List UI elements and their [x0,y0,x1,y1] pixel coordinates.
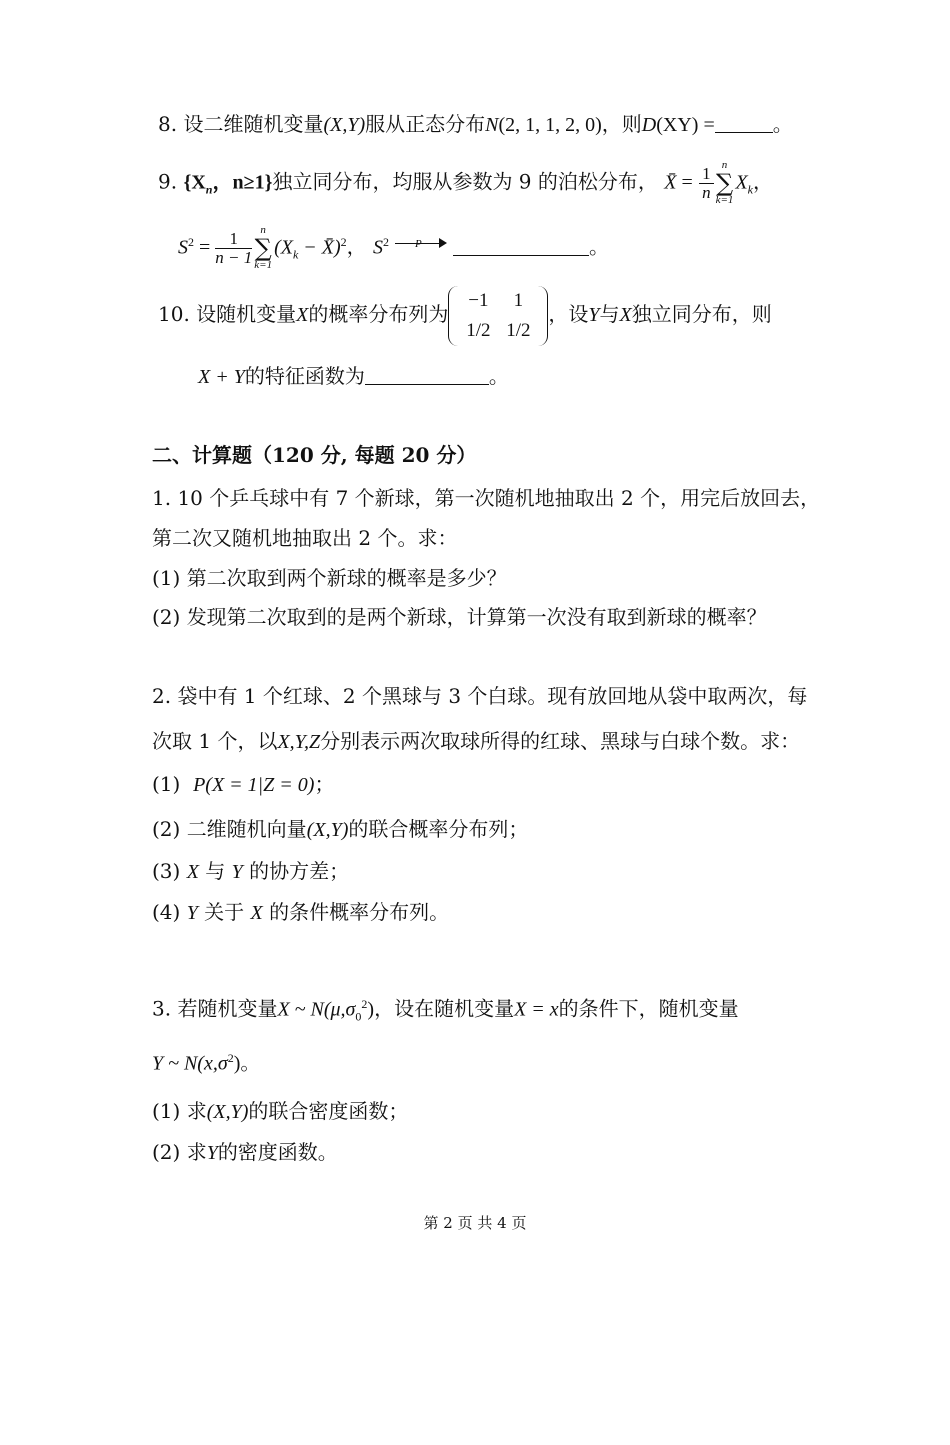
question-9-line-2: $S^2$ = $\frac{1}{n - 1}$ n ∑ k=1 ($X_k$ − X̄)$^2$， $S^2$ P 。 [178,224,610,272]
problem-2-sub-1: (1) P(X = 1|Z = 0)； [152,772,335,796]
problem-2-line-1: 2. 袋中有 1 个红球、2 个黑球与 3 个白球。现有放回地从袋中取两次，每 [152,684,808,708]
problem-1-sub-2: (2) 发现第二次取到的是两个新球，计算第一次没有取到新球的概率？ [152,605,767,629]
distribution-matrix: −1 1 1/2 1/2 [448,286,548,346]
summation: n ∑ k=1 [254,224,273,272]
fraction-1-over-n: $\frac{1}{n}$ [699,165,714,202]
question-10-line-2: X + Y的特征函数为 。 [198,364,509,388]
question-10-line-1: 10. 设随机变量X的概率分布列为 −1 1 1/2 1/2 ，设Y与X独立同分布，则 [158,283,772,346]
problem-3-line-2: Y ~ $N(x,\sigma^2)$。 [152,1050,261,1075]
problem-3-sub-1: (1) 求(X,Y)的联合密度函数； [152,1099,409,1123]
problem-1-line-2: 第二次又随机地抽取出 2 个。求： [152,526,458,550]
problem-2-line-2: 次取 1 个，以X,Y,Z分别表示两次取球所得的红球、黑球与白球个数。求： [152,729,801,753]
sigma-icon: ∑ [254,234,272,263]
convergence-arrow-icon: P [395,236,447,250]
problem-3-sub-2: (2) 求Y的密度函数。 [152,1140,338,1164]
fraction-1-over-n-minus-1: $\frac{1}{n - 1}$ [215,228,253,267]
answer-blank [453,237,589,256]
problem-2-sub-2: (2) 二维随机向量(X,Y)的联合概率分布列； [152,817,529,841]
page-number: 第 2 页 共 4 页 [423,1214,527,1232]
problem-3-line-1: 3. 若随机变量X ~ $N(\mu,\sigma_0^2)$，设在随机变量X = x的条件下，随机变量 [152,996,739,1024]
sigma-icon: ∑ [715,169,734,197]
question-9-line-1: 9. {$X_n$，n≥1}独立同分布，均服从参数为 9 的泊松分布， X̄ = $\frac{1}{n}$ n ∑ k=1 $X_k$， [158,159,773,206]
problem-2-sub-4: (4) Y 关于 X 的条件概率分布列。 [152,900,450,924]
summation: n ∑ k=1 [715,159,734,206]
answer-blank [365,366,489,385]
question-8: 8. 设二维随机变量(X,Y)服从正态分布N(2, 1, 1, 2, 0)，则D(XY) = 。 [158,112,793,136]
problem-2-sub-3: (3) X 与 Y 的协方差； [152,859,350,883]
problem-1-sub-1: (1) 第二次取到两个新球的概率是多少？ [152,566,507,590]
problem-1-line-1: 1. 10 个乒乓球中有 7 个新球，第一次随机地抽取出 2 个，用完后放回去， [152,486,821,510]
answer-blank [715,114,773,133]
section-heading: 二、计算题（120 分, 每题 20 分） [152,443,477,467]
